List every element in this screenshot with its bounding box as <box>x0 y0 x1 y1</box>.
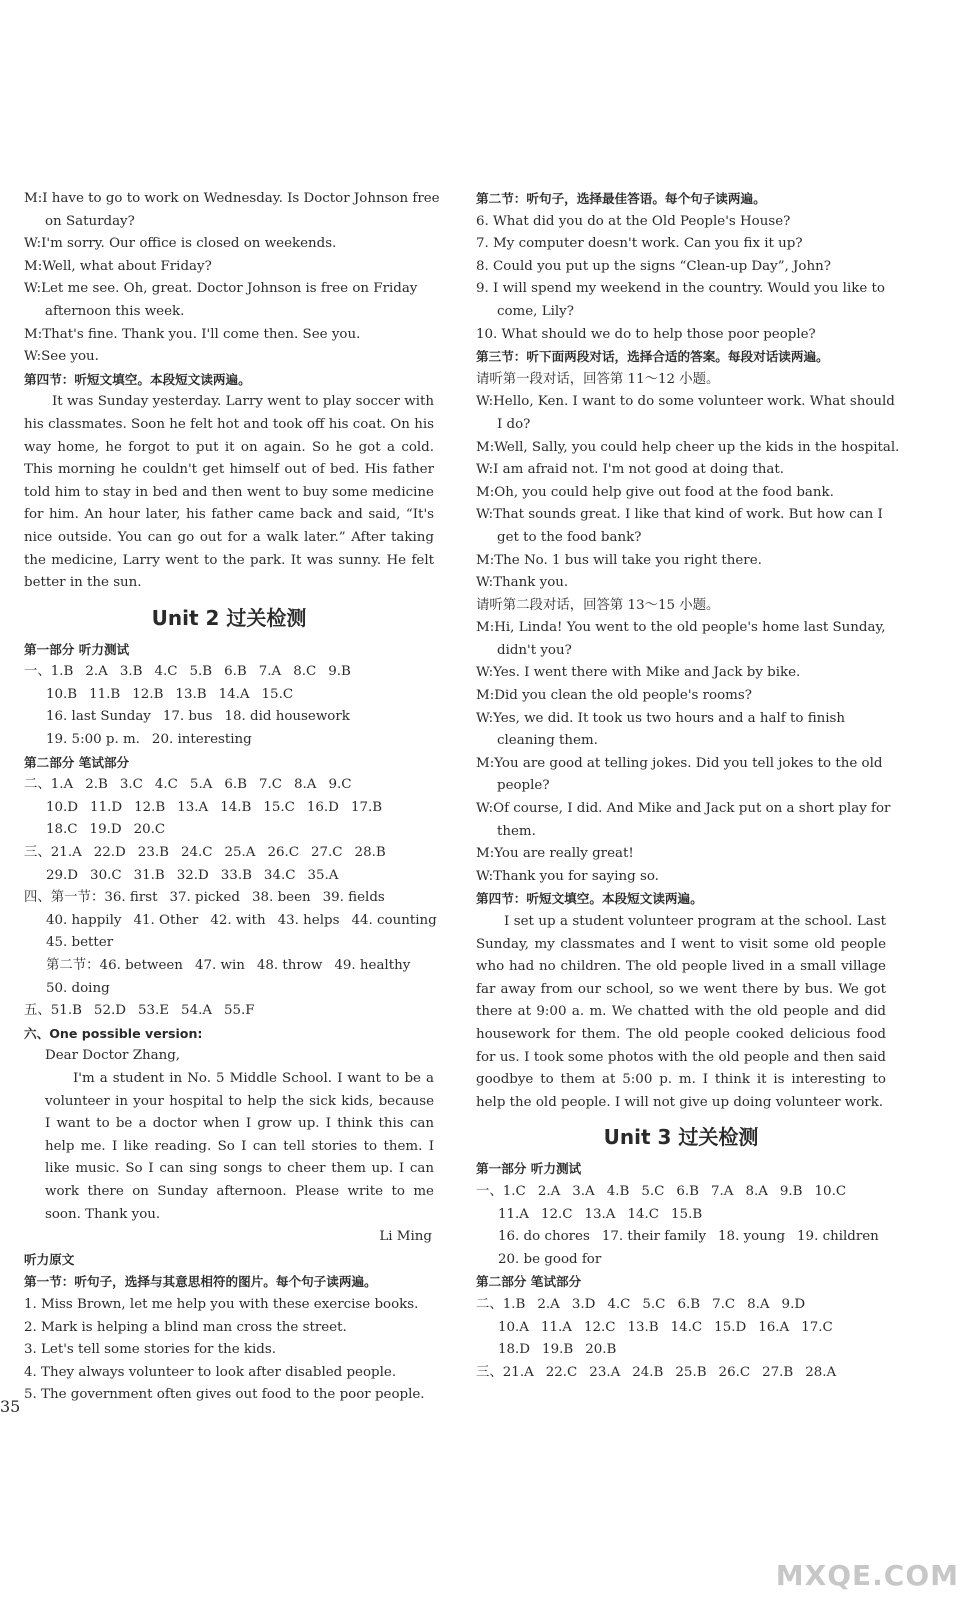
answer-item: 10.A <box>498 1319 529 1335</box>
unit3-part1-heading: 第一部分 听力测试 <box>476 1161 582 1177</box>
answer-item: 47. win <box>194 958 245 973</box>
answer-item: 45. better <box>46 935 114 951</box>
dialogue-line: W:Of course, I did. And Mike and Jack put on a short play for <box>476 801 891 817</box>
dialogue-line: W:Thank you for saying so. <box>476 868 659 884</box>
answer-item: 1.C <box>502 1183 526 1199</box>
answer-item: 11.A <box>498 1206 529 1222</box>
answer-item: 31.B <box>133 867 165 883</box>
answer-item: 6.B <box>677 1296 701 1312</box>
answer-item: 51.B <box>50 1003 82 1019</box>
answer-item: 3.D <box>571 1296 596 1312</box>
answer-item: 16.A <box>758 1319 790 1335</box>
answer-item: 37. picked <box>169 890 241 906</box>
answer-item: 2.A <box>85 664 108 680</box>
answer-item: 12.C <box>583 1319 616 1335</box>
dialogue-line: M:You are good at telling jokes. Did you tell jokes to the old <box>476 755 883 771</box>
dialogue-line: M:Hi, Linda! You went to the old people's home last Sunday, <box>476 620 886 636</box>
section4-heading: 第四节：听短文填空。本段短文读两遍。 <box>24 371 251 387</box>
answer-item: 18.C <box>46 822 78 838</box>
letter-body: I'm a student in No. 5 Middle School. I want to be a volunteer in your hospital to help the sick kids, because I want to be a doctor when I grow up. I think this can help me. I like reading. So I can tell stories to them. I like music. So I can sing songs to cheer them up. I can work there on Sunday afternoon. Please write to me soon. Thank you. <box>45 1070 434 1222</box>
answer-item: 3.B <box>119 664 143 680</box>
answer-row <box>24 661 434 684</box>
answer-item: 9.C <box>328 777 352 793</box>
answer-item: 8.A <box>745 1183 768 1199</box>
answer-item: 39. fields <box>322 890 385 906</box>
answer-row <box>24 797 434 820</box>
unit3-title: Unit 3 过关检测 <box>603 1125 759 1150</box>
passage-1: It was Sunday yesterday. Larry went to play soccer with his classmates. Soon he felt hot and took off his coat. On his way home, he forgot to put it on again. So he got a cold. This morning he couldn't get himself out of bed. His father told him to stay in bed and then went to buy some medicine for him. An hour later, his father came back and said, “It's nice outside. You can go out for a walk later.” After taking the medicine, Larry went to the park. It was sunny. He felt better in the sun. <box>24 394 434 591</box>
answer-row-prefix: 五、 <box>24 1003 51 1019</box>
answer-item: 27.B <box>762 1364 794 1380</box>
script-sentence: 5. The government often gives out food to the poor people. <box>24 1387 425 1403</box>
answer-item: 43. helps <box>277 912 340 928</box>
script-sentence: 10. What should we do to help those poor people? <box>476 326 816 342</box>
answer-item: 4.C <box>607 1296 631 1312</box>
answer-row <box>476 1204 886 1227</box>
unit3-part1-answers <box>476 1181 886 1271</box>
answer-item: 17.B <box>350 799 383 815</box>
answer-item: 20.B <box>585 1342 617 1358</box>
dialogue-line: on Saturday? <box>45 213 135 229</box>
answer-row <box>24 978 434 1001</box>
dialogue-line: them. <box>497 823 536 839</box>
answer-item: 9.B <box>328 664 351 680</box>
answer-row <box>476 1362 886 1385</box>
answer-row <box>24 1000 434 1023</box>
answer-item: 38. been <box>252 890 311 906</box>
answer-item: 14.A <box>218 686 250 702</box>
answer-item: 20.C <box>133 822 166 838</box>
script-sentence: 1. Miss Brown, let me help you with these exercise books. <box>24 1296 419 1312</box>
answer-item: 22.D <box>93 845 126 861</box>
answer-item: 5.B <box>189 664 213 680</box>
dialogue-line: W:I'm sorry. Our office is closed on weekends. <box>24 236 337 252</box>
answer-item: 26.C <box>718 1364 751 1380</box>
answer-item: 27.C <box>311 845 343 861</box>
answer-row-prefix: 三、 <box>24 845 51 861</box>
answer-item: 2.A <box>537 1183 561 1199</box>
answer-item: 6.B <box>224 664 247 680</box>
unit2-part1-answers <box>24 661 434 751</box>
answer-row <box>476 1181 886 1204</box>
answer-row <box>24 819 434 842</box>
answer-item: 20. be good for <box>498 1251 602 1267</box>
answer-row <box>476 1317 886 1340</box>
answer-item: 55.F <box>224 1003 255 1019</box>
answer-item: 5.A <box>189 777 213 793</box>
answer-item: 42. with <box>210 912 266 928</box>
part6-heading: 六、One possible version: <box>24 1025 203 1041</box>
answer-row <box>24 706 434 729</box>
answer-item: 13.A <box>177 799 209 815</box>
script-sentence: come, Lily? <box>497 303 574 319</box>
dialogue-line: people? <box>497 778 550 794</box>
dialogue-a-heading: 请听第一段对话，回答第 11～12 小题。 <box>476 371 720 387</box>
answer-item: 53.E <box>137 1003 170 1019</box>
answer-row-prefix: 三、 <box>476 1364 503 1380</box>
answer-item: 25.B <box>675 1364 707 1380</box>
answer-item: 14.C <box>627 1206 660 1222</box>
dialogue-line: M:Well, what about Friday? <box>24 258 212 274</box>
dialogue-line: M:Did you clean the old people's rooms? <box>476 688 752 704</box>
answer-item: 24.B <box>632 1364 664 1380</box>
answer-item: 8.A <box>747 1296 770 1312</box>
answer-item: 18. did housework <box>224 709 350 725</box>
answer-item: 26.C <box>267 845 299 861</box>
answer-item: 9.D <box>781 1296 806 1312</box>
dialogue-line: M:I have to go to work on Wednesday. Is Doctor Johnson free <box>24 191 440 206</box>
answer-row <box>24 842 434 865</box>
unit3-part2-heading: 第二部分 笔试部分 <box>476 1274 582 1290</box>
section4-heading-right: 第四节：听短文填空。本段短文读两遍。 <box>476 891 703 907</box>
dialogue-a <box>476 391 900 594</box>
dialogue-line: M:The No. 1 bus will take you right there. <box>476 552 762 568</box>
script-sentence: 7. My computer doesn't work. Can you fix it up? <box>476 236 803 252</box>
dialogue-line: W:Yes. I went there with Mike and Jack by bike. <box>476 665 801 681</box>
unit2-title: Unit 2 过关检测 <box>151 605 307 630</box>
answer-item: 44. counting <box>351 912 437 928</box>
answer-row-prefix: 一、 <box>24 664 51 680</box>
answer-item: 10.C <box>814 1183 847 1199</box>
answer-item: 15.D <box>714 1319 747 1335</box>
answer-row <box>476 1339 886 1362</box>
answer-row <box>24 910 437 933</box>
answer-item: 22.C <box>545 1364 578 1380</box>
script-sentence: 4. They always volunteer to look after disabled people. <box>24 1364 397 1380</box>
answer-item: 40. happily <box>46 912 122 928</box>
answer-item: 1.A <box>50 777 74 793</box>
dialogue-line: M:That's fine. Thank you. I'll come then. See you. <box>24 326 361 342</box>
dialogue-line: didn't you? <box>497 642 572 658</box>
answer-item: 2.B <box>85 777 108 793</box>
answer-item: 28.B <box>354 845 386 861</box>
answer-item: 1.B <box>502 1296 526 1312</box>
answer-item: 19. 5:00 p. m. <box>46 732 140 748</box>
dialogue-line: W:Yes, we did. It took us two hours and a half to finish <box>476 710 846 726</box>
answer-item: 14.B <box>220 799 252 815</box>
answer-item: 1.B <box>50 664 74 680</box>
dialogue-line: get to the food bank? <box>497 529 642 545</box>
answer-item: 7.A <box>711 1183 734 1199</box>
dialogue-1 <box>24 188 440 369</box>
answer-item: 14.C <box>670 1319 703 1335</box>
answer-item: 6.B <box>676 1183 699 1199</box>
answer-item: 18. young <box>718 1229 786 1245</box>
dialogue-line: I do? <box>497 416 531 432</box>
answer-item: 2.A <box>537 1296 560 1312</box>
answer-row <box>24 955 434 978</box>
letter-greeting: Dear Doctor Zhang, <box>45 1048 181 1064</box>
watermark-text: MXQE.COM <box>775 1559 959 1592</box>
answer-row <box>476 1249 886 1272</box>
answer-item: 8.A <box>294 777 317 793</box>
script-heading: 听力原文 <box>24 1251 75 1267</box>
answer-item: 17. bus <box>162 709 213 725</box>
answer-row <box>476 1294 886 1317</box>
answer-item: 49. healthy <box>334 958 411 973</box>
page-number: 35 <box>0 1397 21 1416</box>
answer-item: 17. their family <box>601 1229 707 1245</box>
unit2-part2-answers <box>24 774 437 1023</box>
answer-row <box>24 865 434 888</box>
answer-item: 21.A <box>502 1364 534 1380</box>
answer-item: 13.B <box>627 1319 659 1335</box>
answer-item: 19. children <box>797 1229 879 1245</box>
letter-signature: Li Ming <box>379 1229 432 1245</box>
answer-item: 12.C <box>540 1206 573 1222</box>
answer-item: 12.B <box>134 799 166 815</box>
section2-heading: 第二节：听句子，选择最佳答语。每个句子读两遍。 <box>476 191 766 206</box>
dialogue-line: W:See you. <box>24 349 99 365</box>
dialogue-line: M:Well, Sally, you could help cheer up the kids in the hospital. <box>476 439 900 455</box>
answer-row <box>24 774 434 797</box>
answer-item: 29.D <box>46 867 79 883</box>
section1-heading: 第一节：听句子，选择与其意思相符的图片。每个句子读两遍。 <box>24 1274 377 1290</box>
answer-item: 30.C <box>90 867 122 883</box>
answer-row <box>24 729 434 752</box>
answer-item: 54.A <box>181 1003 213 1019</box>
answer-item: 34.C <box>263 867 296 883</box>
answer-item: 第一节：36. first <box>50 890 158 906</box>
answer-item: 50. doing <box>46 980 110 996</box>
answer-item: 52.D <box>93 1003 126 1019</box>
answer-item: 24.C <box>180 845 213 861</box>
dialogue-line: W:That sounds great. I like that kind of work. But how can I <box>476 507 883 523</box>
answer-item: 7.A <box>258 664 282 680</box>
answer-item: 8.C <box>293 664 317 680</box>
dialogue-line: W:Thank you. <box>476 575 569 591</box>
answer-item: 16. do chores <box>498 1229 590 1245</box>
passage-2: I set up a student volunteer program at the school. Last Sunday, my classmates and I went to visit some old people who had no children. The old people lived in a small village far away from our school, so we went there by bus. We got there at 9:00 a. m. We chatted with the old people and did housework for them. The old people cooked delicious food for us. I took some photos with the old people and then said goodbye to them at 5:00 p. m. I think it is interesting to help the old people. I will not give up doing volunteer work. <box>476 914 886 1110</box>
dialogue-line: W:Let me see. Oh, great. Doctor Johnson is free on Friday <box>24 281 418 297</box>
dialogue-b-heading: 请听第二段对话，回答第 13～15 小题。 <box>476 597 720 613</box>
answer-item: 41. Other <box>133 912 199 928</box>
right-column <box>476 188 900 1384</box>
answer-item: 15.B <box>671 1206 703 1222</box>
answer-item: 25.A <box>224 845 256 861</box>
script-sentence: 8. Could you put up the signs “Clean-up Day”, John? <box>476 258 831 274</box>
answer-item: 7.C <box>712 1296 736 1312</box>
part2-heading: 第二部分 笔试部分 <box>24 754 130 770</box>
answer-item: 20. interesting <box>151 732 252 748</box>
answer-item: 5.C <box>641 1183 665 1199</box>
dialogue-line: cleaning them. <box>497 733 598 749</box>
answer-item: 第二节：46. between <box>46 958 183 973</box>
answer-row-prefix: 二、 <box>476 1296 503 1312</box>
section3-heading: 第三节：听下面两段对话，选择合适的答案。每段对话读两遍。 <box>476 349 829 365</box>
answer-item: 15.C <box>263 799 295 815</box>
dialogue-b <box>476 617 891 888</box>
answer-item: 4.C <box>154 664 178 680</box>
answer-item: 16.D <box>306 799 339 815</box>
answer-item: 23.B <box>137 845 169 861</box>
section1-sentences <box>24 1294 434 1407</box>
script-sentence: 6. What did you do at the Old People's House? <box>476 213 791 229</box>
dialogue-line: W:I am afraid not. I'm not good at doing that. <box>476 462 784 478</box>
answer-item: 21.A <box>50 845 82 861</box>
dialogue-line: afternoon this week. <box>45 303 185 319</box>
answer-item: 13.B <box>175 686 207 702</box>
answer-item: 10.D <box>46 799 79 815</box>
answer-item: 13.A <box>584 1206 616 1222</box>
dialogue-line: W:Hello, Ken. I want to do some volunteer work. What should <box>476 394 895 410</box>
answer-item: 5.C <box>642 1296 666 1312</box>
answer-row <box>476 1226 886 1249</box>
answer-item: 3.C <box>119 777 143 793</box>
answer-item: 7.C <box>259 777 283 793</box>
answer-item: 11.B <box>89 686 121 702</box>
dialogue-line: M:You are really great! <box>476 846 634 862</box>
answer-item: 11.A <box>540 1319 572 1335</box>
answer-item: 19.B <box>542 1342 574 1358</box>
answer-item: 48. throw <box>256 958 323 973</box>
answer-item: 12.B <box>132 686 164 702</box>
answer-row <box>24 684 434 707</box>
left-column <box>24 188 440 1407</box>
answer-item: 4.B <box>606 1183 630 1199</box>
answer-item: 23.A <box>589 1364 621 1380</box>
answer-item: 6.B <box>224 777 247 793</box>
answer-item: 11.D <box>90 799 123 815</box>
answer-item: 19.D <box>89 822 122 838</box>
answer-row-prefix: 一、 <box>476 1183 503 1199</box>
script-sentence: 3. Let's tell some stories for the kids. <box>24 1342 276 1358</box>
answer-item: 35.A <box>307 867 339 883</box>
answer-item: 10.B <box>46 686 78 702</box>
answer-item: 17.C <box>801 1319 833 1335</box>
part1-heading: 第一部分 听力测试 <box>24 641 130 657</box>
script-sentence: 2. Mark is helping a blind man cross the street. <box>24 1319 347 1335</box>
section2-sentences <box>476 211 886 347</box>
answer-item: 15.C <box>261 686 294 702</box>
answer-item: 4.C <box>154 777 178 793</box>
answer-item: 18.D <box>498 1342 531 1358</box>
answer-item: 33.B <box>220 867 252 883</box>
answer-row <box>24 887 434 910</box>
answer-row-prefix: 四、 <box>24 890 51 906</box>
answer-item: 32.D <box>176 867 209 883</box>
answer-item: 28.A <box>805 1364 837 1380</box>
answer-row-prefix: 二、 <box>24 777 51 793</box>
answer-row <box>24 932 434 955</box>
answer-item: 16. last Sunday <box>46 709 151 725</box>
script-sentence: 9. I will spend my weekend in the country. Would you like to <box>476 281 885 297</box>
dialogue-line: M:Oh, you could help give out food at the food bank. <box>476 484 834 500</box>
answer-item: 3.A <box>572 1183 595 1199</box>
unit3-part2-answers <box>476 1294 886 1384</box>
answer-item: 9.B <box>779 1183 803 1199</box>
